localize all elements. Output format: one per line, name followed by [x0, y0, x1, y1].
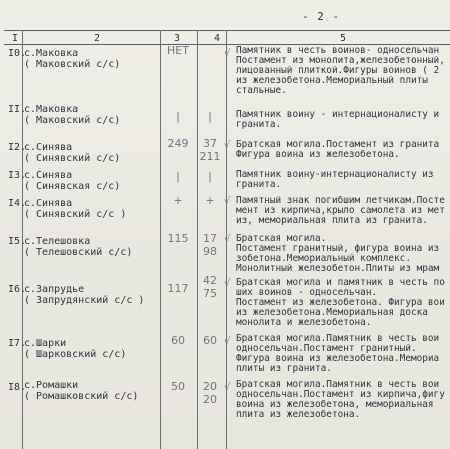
monument-description-line: Постамент из монолита,железобетонный,	[236, 56, 445, 66]
monument-description-line: плита из железобетона.	[236, 410, 361, 420]
check-mark: √	[224, 196, 231, 207]
row-number: I7.	[8, 338, 27, 349]
count-known: 42 75	[203, 274, 217, 300]
monument-description-line: мент из кирпича,крыло самолета из мет	[236, 206, 445, 216]
column-header-1: I	[12, 33, 19, 44]
count-buried: 249	[167, 137, 189, 150]
monument-description-line: односельчан.Постамент из кирпича,фигу	[236, 390, 445, 400]
monument-description-line: зобетона.Мемориальный комплекс.	[236, 254, 411, 264]
monument-description-line: из, мемориальная плита из гранита.	[236, 216, 428, 226]
count-buried: 115	[167, 232, 189, 245]
council-name: ( Телешовский с/с)	[24, 247, 133, 258]
column-header-3: 3	[174, 33, 181, 44]
settlement-name: с.Синява	[24, 198, 73, 209]
monument-description-line: гранита.	[236, 180, 282, 190]
count-known: 17 98	[203, 232, 217, 258]
settlement-name: с.Маковка	[24, 48, 79, 59]
monument-description-line: стальные.	[236, 86, 287, 96]
monument-description-line: Братская могила.Постамент из гранита	[236, 140, 440, 150]
check-mark: √	[224, 234, 231, 245]
row-number: I5.	[8, 236, 27, 247]
count-buried: |	[176, 170, 180, 183]
row-number: I4.	[8, 198, 27, 209]
count-known: |	[208, 170, 212, 183]
header-bottom-rule	[4, 44, 450, 45]
row-number: I0.	[8, 48, 27, 59]
monument-description-line: Братская могила.	[236, 234, 327, 244]
monument-description-line: односельчан.Постамент гранитный.	[236, 344, 417, 354]
council-name: ( Синявский с/с)	[24, 153, 121, 164]
settlement-name: с.Ромашки	[24, 380, 79, 391]
count-buried: 50	[171, 380, 185, 393]
count-known: 20 20	[203, 380, 217, 406]
settlement-name: с.Телешовка	[24, 236, 91, 247]
council-name: ( Маковский с/с)	[24, 115, 121, 126]
monument-description-line: Памятный знак погибшим летчикам.Посте	[236, 196, 445, 206]
row-number: I6.	[8, 284, 27, 295]
monument-description-line: Памятник воину-интернационалисту из	[236, 170, 434, 180]
monument-description-line: Монолитный железобетон.Плиты из мрам	[236, 264, 440, 274]
settlement-name: с.Синява	[24, 170, 73, 181]
monument-description-line: из железобетона.Мемориальный плиты	[236, 76, 428, 86]
check-mark: √	[224, 382, 231, 393]
check-mark: √	[224, 278, 231, 289]
check-mark: √	[224, 140, 231, 151]
settlement-name: с.Синява	[24, 142, 73, 153]
council-name: ( Маковский с/с)	[24, 59, 121, 70]
column-divider-2	[160, 30, 161, 449]
monument-description-line: Постамент гранитный, фигура воина из	[236, 244, 440, 254]
settlement-name: с.Запрудье	[24, 284, 85, 295]
council-name: ( Синявская с/с)	[24, 181, 121, 192]
row-number: II.	[8, 104, 27, 115]
row-number: I8.	[8, 382, 27, 393]
column-header-4: 4	[214, 33, 221, 44]
monument-description-line: Фигура воина из железобетона.Мемориа	[236, 354, 440, 364]
council-name: ( Синявский с/с )	[24, 209, 127, 220]
council-name: ( Запрудянский с/с )	[24, 295, 145, 306]
monument-description-line: воина из железобетона, мемориальная	[236, 400, 434, 410]
monument-description-line: монолита и железобетона.	[236, 318, 372, 328]
count-known: +	[205, 194, 215, 207]
check-mark: √	[224, 336, 231, 347]
row-number: I3.	[8, 170, 27, 181]
settlement-name: с.Маковка	[24, 104, 79, 115]
council-name: ( Ромашковский с/с)	[24, 391, 139, 402]
check-mark: √	[224, 48, 231, 59]
page-number: - 2 -	[302, 10, 341, 23]
column-header-5: 5	[340, 33, 347, 44]
count-buried: 117	[167, 282, 189, 295]
count-buried: 60	[171, 334, 185, 347]
monument-description-line: Братская могила.Памятник в честь вои	[236, 334, 440, 344]
count-buried: НЕТ	[167, 44, 189, 57]
column-header-2: 2	[94, 33, 101, 44]
header-top-rule	[4, 30, 450, 31]
council-name: ( Шарковский с/с)	[24, 349, 127, 360]
monument-description-line: Братская могила.Памятник в честь вои	[236, 380, 440, 390]
count-known: |	[208, 110, 212, 123]
monument-description-line: Братская могила и памятник в честь по	[236, 278, 445, 288]
count-known: 37 211	[199, 137, 221, 163]
count-known: 60	[203, 334, 217, 347]
row-number: I2.	[8, 142, 27, 153]
monument-description-line: гранита.	[236, 120, 282, 130]
monument-description-line: лицованный плиткой.Фигуры воинов ( 2	[236, 66, 440, 76]
monument-description-line: Постамент из железобетона. Фигура вои	[236, 298, 445, 308]
count-buried: |	[176, 110, 180, 123]
monument-description-line: Фигура воина из железобетона.	[236, 150, 400, 160]
monument-description-line: ших воинов - односельчан.	[236, 288, 378, 298]
column-divider-3	[197, 30, 198, 449]
monument-description-line: Памятник воину - интернационалисту и	[236, 110, 440, 120]
monument-description-line: плиты из гранита.	[236, 364, 332, 374]
settlement-name: с.Шарки	[24, 338, 67, 349]
monument-description-line: Памятник в честь воинов- односельчан	[236, 46, 440, 56]
count-buried: +	[173, 194, 183, 207]
monument-description-line: из железобетона.Мемориальная доска	[236, 308, 428, 318]
